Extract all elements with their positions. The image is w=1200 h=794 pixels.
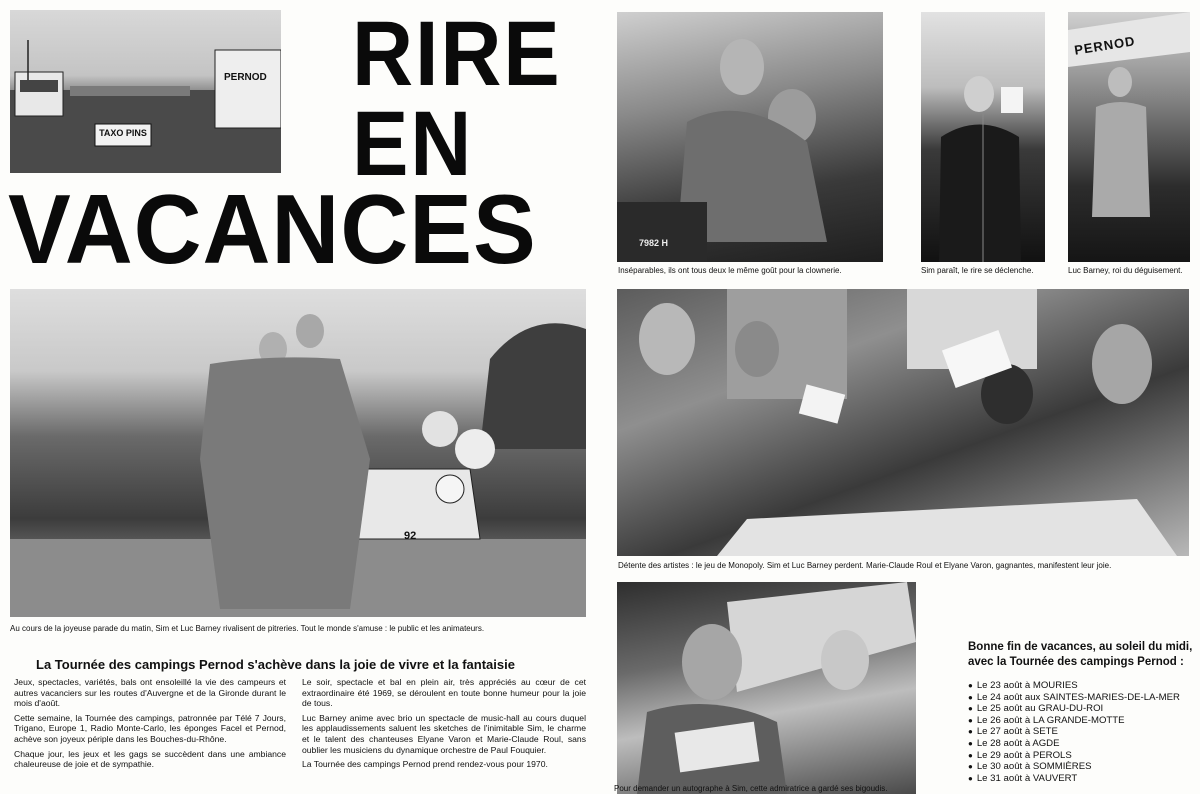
article-paragraph: Le soir, spectacle et bal en plein air, très appréciés au cœur de cet extraordinaire été 1969, se déroulent en toute bonne humeur pour la joie de tous. xyxy=(302,677,586,709)
car-plate: 92 xyxy=(404,530,417,542)
schedule-item: ● Le 28 août à AGDE xyxy=(968,738,1198,750)
photo-monopoly xyxy=(617,289,1189,556)
photo-campsite xyxy=(10,10,281,173)
campsite-sign: TAXO PINS xyxy=(99,128,147,138)
title-line-3: VACANCES xyxy=(8,174,537,284)
article-column-2 xyxy=(302,677,586,774)
schedule-item: ● Le 31 août à VAUVERT xyxy=(968,773,1198,785)
title-line-2: EN xyxy=(352,93,474,195)
schedule-item: ● Le 29 août à PEROLS xyxy=(968,750,1198,762)
article-column-1 xyxy=(14,677,286,774)
photo-parade xyxy=(10,289,586,617)
title-line-1: RIRE xyxy=(352,3,562,105)
photo-clowns-sitting xyxy=(617,12,883,262)
schedule-item: ● Le 26 août à LA GRANDE-MOTTE xyxy=(968,715,1198,727)
caption-autograph: Pour demander un autographe à Sim, cette admiratrice a gardé ses bigoudis. xyxy=(614,784,888,793)
schedule-item: ● Le 27 août à SETE xyxy=(968,726,1198,738)
photo-sim-stage xyxy=(921,12,1045,262)
caption-monopoly: Détente des artistes : le jeu de Monopoly. Sim et Luc Barney perdent. Marie-Claude Roul et Elyane Varon, gagnantes, manifestent leur joie. xyxy=(618,561,1112,570)
stage-banner: PERNOD xyxy=(1073,33,1137,58)
caption-inseparables: Inséparables, ils ont tous deux le même goût pour la clownerie. xyxy=(618,266,842,275)
schedule-title: Bonne fin de vacances, au soleil du midi, avec la Tournée des campings Pernod : xyxy=(968,641,1193,668)
article-paragraph: Chaque jour, les jeux et les gags se succèdent dans une ambiance chaleureuse de joie et de sympathie. xyxy=(14,748,286,770)
caption-sim: Sim paraît, le rire se déclenche. xyxy=(921,266,1034,275)
article-paragraph: La Tournée des campings Pernod prend rendez-vous pour 1970. xyxy=(302,759,548,770)
photo-luc-disguise xyxy=(1068,12,1190,262)
schedule-item: ● Le 25 août au GRAU-DU-ROI xyxy=(968,703,1198,715)
article-paragraph: Cette semaine, la Tournée des campings, patronnée par Télé 7 Jours, Trigano, Europe 1, Radio Monte-Carlo, les éponges Facel et Pernod, achève son joyeux périple dans les Bouches-du-Rhône. xyxy=(14,712,286,744)
article-paragraph: Jeux, spectacles, variétés, bals ont ensoleillé la vie des campeurs et autres vacanciers sur les routes d'Auvergne et de la Gironde durant le mois d'août. xyxy=(14,677,286,709)
schedule-list xyxy=(968,680,1198,784)
caption-luc: Luc Barney, roi du déguisement. xyxy=(1068,266,1183,275)
schedule-item: ● Le 23 août à MOURIES xyxy=(968,680,1198,692)
article-headline: La Tournée des campings Pernod s'achève dans la joie de vivre et la fantaisie xyxy=(36,657,515,672)
caption-parade: Au cours de la joyeuse parade du matin, Sim et Luc Barney rivalisent de pitreries. Tout le monde s'amuse : le public et les animateurs. xyxy=(10,624,485,633)
photo-autograph xyxy=(617,582,916,794)
truck-brand: PERNOD xyxy=(224,72,267,83)
schedule-item: ● Le 30 août à SOMMIÈRES xyxy=(968,761,1198,773)
car-plate-small: 7982 H xyxy=(639,238,669,248)
schedule-item: ● Le 24 août aux SAINTES-MARIES-DE-LA-MER xyxy=(968,692,1198,704)
article-paragraph: Luc Barney anime avec brio un spectacle de music-hall au cours duquel les applaudissements saluent les sketches de l'inimitable Sim, le charme et le talent des chanteuses Elyane Varon et Marie-Claude Roul, sans oublier les musiciens du dynamique orchestre de Paul Fouquier. xyxy=(302,712,586,755)
